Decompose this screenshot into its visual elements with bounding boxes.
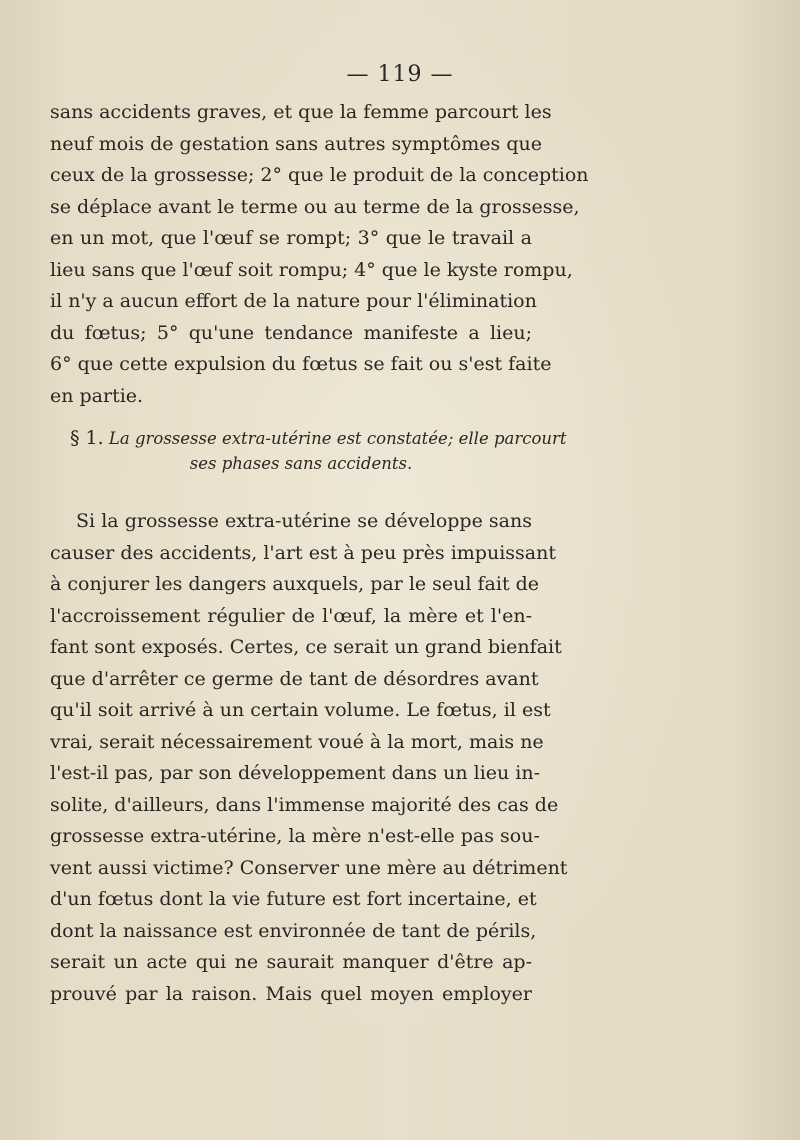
text-line: que d'arrêter ce germe de tant de désordres avant [50, 667, 539, 690]
text-line: l'est-il pas, par son développement dans un lieu in- [50, 762, 541, 784]
text-line: neuf mois de gestation sans autres symptômes que [50, 132, 542, 155]
section-title-line-1: La grossesse extra-utérine est constatée; elle parcourt [108, 429, 567, 448]
section-title-line-2: ses phases sans accidents. [189, 454, 413, 473]
text-line: prouvé par la raison. Mais quel moyen employer [50, 982, 532, 1005]
text-line: 6° que cette expulsion du fœtus se fait ou s'est faite [50, 353, 552, 375]
text-line: d'un fœtus dont la vie future est fort incertaine, et [50, 888, 537, 910]
text-line: ceux de la grossesse; 2° que le produit de la conception [50, 164, 589, 186]
text-line: qu'il soit arrivé à un certain volume. Le fœtus, il est [50, 699, 551, 721]
text-line: en un mot, que l'œuf se rompt; 3° que le travail a [50, 227, 532, 249]
page-number: — 119 — [346, 62, 454, 87]
text-line: dont la naissance est environnée de tant de périls, [50, 919, 537, 942]
text-line: se déplace avant le terme ou au terme de la grossesse, [50, 195, 580, 218]
text-line: serait un acte qui ne saurait manquer d'être ap- [50, 951, 532, 973]
text-line: vrai, serait nécessairement voué à la mort, mais ne [50, 730, 544, 753]
paragraph-section-1 [50, 506, 568, 1010]
text-line: grossesse extra-utérine, la mère n'est-elle pas sou- [50, 825, 540, 847]
text-line: l'accroissement régulier de l'œuf, la mère et l'en- [50, 604, 532, 627]
text-line: sans accidents graves, et que la femme parcourt les [50, 101, 552, 123]
section-heading [70, 425, 567, 477]
text-line: causer des accidents, l'art est à peu près impuissant [50, 541, 556, 564]
text-line: fant sont exposés. Certes, ce serait un grand bienfait [50, 636, 562, 658]
text-line: vent aussi victime? Conserver une mère au détriment [50, 856, 568, 879]
text-line: du fœtus; 5° qu'une tendance manifeste a lieu; [50, 321, 532, 344]
text-line: il n'y a aucun effort de la nature pour l'élimination [50, 290, 537, 312]
text-line: solite, d'ailleurs, dans l'immense majorité des cas de [50, 793, 559, 816]
section-number: § 1. [70, 427, 104, 449]
paragraph-continuation [50, 97, 589, 412]
text-line: lieu sans que l'œuf soit rompu; 4° que le kyste rompu, [50, 258, 573, 281]
text-line: Si la grossesse extra-utérine se développe sans [76, 510, 532, 532]
text-line: à conjurer les dangers auxquels, par le seul fait de [50, 573, 540, 595]
text-line: en partie. [50, 384, 144, 407]
